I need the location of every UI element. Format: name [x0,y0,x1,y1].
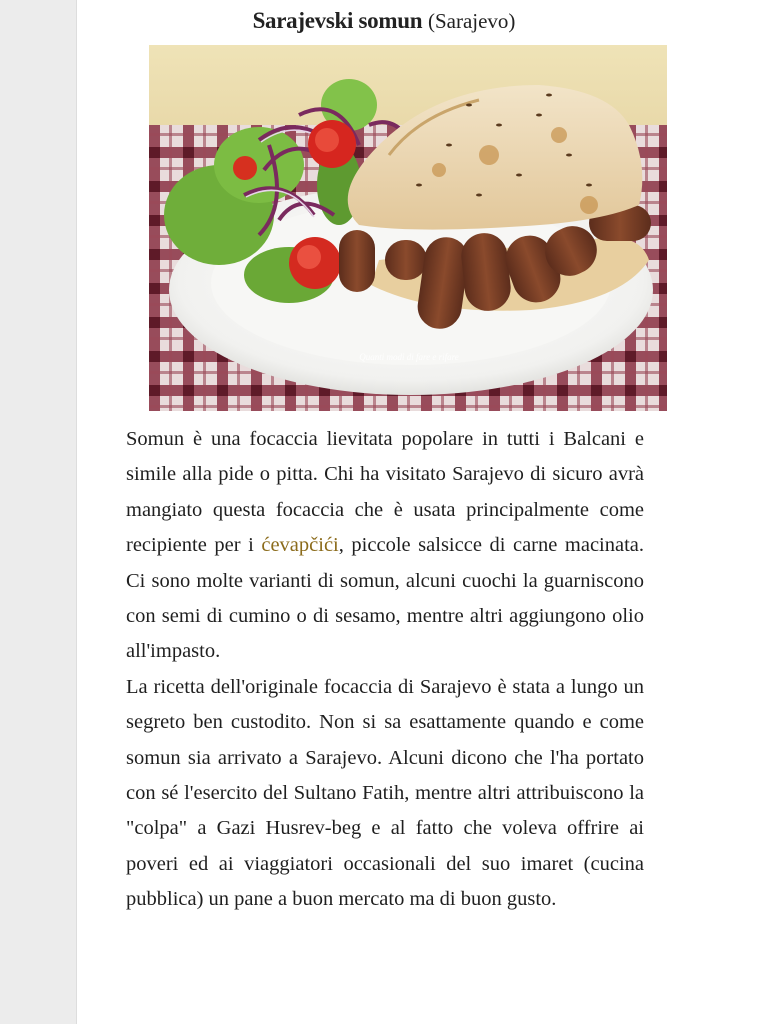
photo-watermark: Quanti modi di fare e rifare [359,352,459,362]
article-photo [149,45,667,411]
photo-illustration [149,45,667,411]
paragraph-1-text-b: , piccole salsicce di carne macinata. Ci sono molte varianti di somun, alcuni cuochi la guarniscono con semi di cumino o di sesamo, mentre altri aggiungono olio all'impasto. [126,534,645,663]
article-body [126,422,644,918]
cevapcici-link[interactable]: ćevapčići [261,534,339,557]
title-subtitle: (Sarajevo) [427,9,516,33]
title-main: Sarajevski somun [252,8,423,33]
paragraph-1 [126,422,644,670]
article-title [77,8,691,34]
paragraph-1-text-a: Somun è una focaccia lievitata popolare in tutti i Balcani e simile alla pide o pitta. Chi ha visitato Sarajevo di sicuro avrà mangiato questa focaccia che è usata principalmente come recipiente per i [126,428,644,557]
article-page [76,0,768,1024]
paragraph-2: La ricetta dell'originale focaccia di Sarajevo è stata a lungo un segreto ben custodito. Non si sa esattamente quando e come somun sia arrivato a Sarajevo. Alcuni dicono che l'ha portato con sé l'esercito del Sultano Fatih, mentre altri attribuiscono la "colpa" a Gazi Husrev-beg e al fatto che voleva offrire ai poveri ed ai viaggiatori occasionali del suo imaret (cucina pubblica) un pane a buon mercato ma di buon gusto. [126,675,644,911]
